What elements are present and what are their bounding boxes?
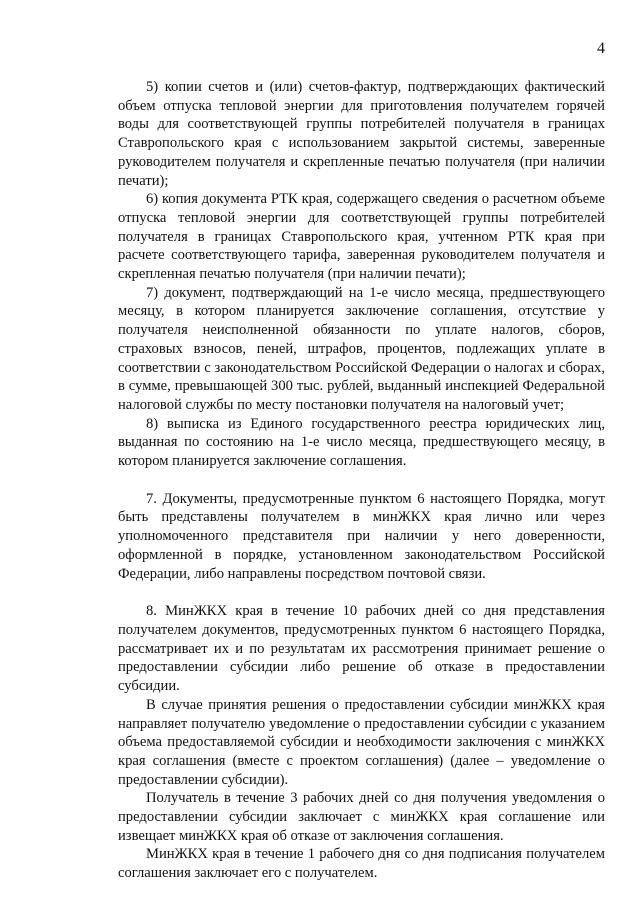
list-item-5: 5) копии счетов и (или) счетов-фактур, подтверждающих фактический объем отпуска тепловой энергии для приготовления получателем горячей воды для соответствующей группы потребителей получателя в границах Ставропольского края с использованием закрытой системы, заверенные руководителем получателя и скрепленные печатью получателя (при наличии печати); [118, 79, 605, 189]
section-7-paragraph: 7. Документы, предусмотренные пунктом 6 настоящего Порядка, могут быть представлены получателем в минЖКХ края лично или через уполномоченного представителя при наличии у него доверенности, оформленной в порядке, установленном законодательством Российской Федерации, либо направлены посредством почтовой связи. [118, 490, 605, 582]
list-item-6: 6) копия документа РТК края, содержащего сведения о расчетном объеме отпуска тепловой энергии для соответствующей группы потребителей получателя в границах Ставропольского края, учтенном РТК края при расчете соответствующего тарифа, заверенная руководителем получателя и скрепленная печатью получателя (при наличии печати); [118, 191, 605, 283]
paragraph-gap [118, 583, 605, 602]
agreement-signing-paragraph: МинЖКХ края в течение 1 рабочего дня со дня подписания получателем соглашения заключает его с получателем. [118, 846, 605, 882]
section-8-paragraph: 8. МинЖКХ края в течение 10 рабочих дней со дня представления получателем документов, предусмотренных пунктом 6 настоящего Порядка, рассматривает их и по результатам их рассмотрения принимает решение о предоставлении субсидии либо решение об отказе в предоставлении субсидии. [118, 603, 605, 695]
document-body [118, 78, 605, 883]
paragraph-gap [118, 471, 605, 490]
notification-paragraph: В случае принятия решения о предоставлении субсидии минЖКХ края направляет получателю уведомление о предоставлении субсидии с указанием объема предоставляемой субсидии и необходимости заключения с минЖКХ края соглашения (вместе с проектом соглашения) (далее – уведомление о предоставлении субсидии). [118, 696, 605, 788]
page-number: 4 [597, 40, 605, 57]
recipient-response-paragraph: Получатель в течение 3 рабочих дней со дня получения уведомления о предоставлении субсидии заключает с минЖКХ края соглашение или извещает минЖКХ края об отказе от заключения соглашения. [118, 790, 605, 844]
list-item-8: 8) выписка из Единого государственного реестра юридических лиц, выданная по состоянию на 1-е число месяца, предшествующего месяцу, в котором планируется заключение соглашения. [118, 415, 605, 470]
list-item-7: 7) документ, подтверждающий на 1-е число месяца, предшествующего месяцу, в котором планируется заключение соглашения, отсутствие у получателя неисполненной обязанности по уплате налогов, сборов, страховых взносов, пеней, штрафов, процентов, подлежащих уплате в соответствии с законодательством Российской Федерации о налогах и сборах, в сумме, превышающей 300 тыс. рублей, выданный инспекцией Федеральной налоговой службы по месту постановки получателя на налоговый учет; [118, 284, 605, 413]
